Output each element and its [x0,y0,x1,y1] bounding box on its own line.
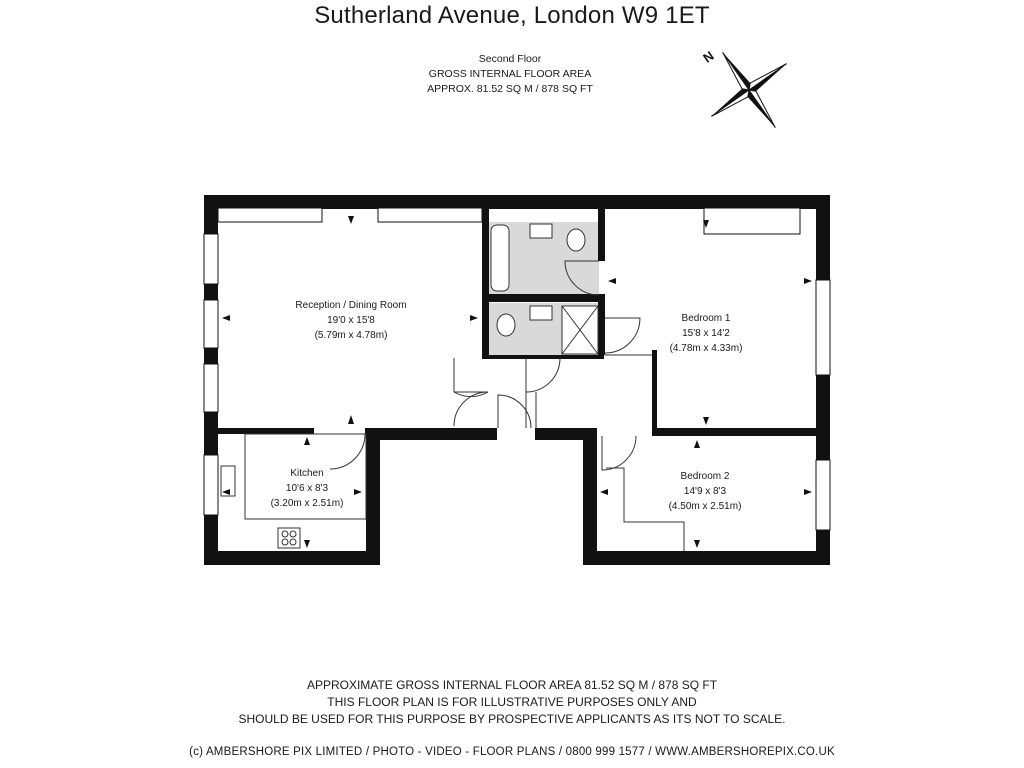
floor-name: Second Floor [478,53,542,65]
room-bedroom1-imperial: 15'8 x 14'2 [682,328,730,339]
room-kitchen-metric: (3.20m x 2.51m) [270,498,344,509]
compass-north-letter: N [700,47,717,66]
copyright-text: (c) AMBERSHORE PIX LIMITED / PHOTO - VIDEO - FLOOR PLANS / 0800 999 1577 / WWW.AMBERSHOREPIX.CO.UK [189,746,835,758]
area-value: APPROX. 81.52 SQ M / 878 SQ FT [427,83,593,95]
room-bedroom2 [669,471,742,512]
area-label: GROSS INTERNAL FLOOR AREA [428,68,592,80]
room-bedroom1 [670,313,743,354]
room-kitchen-name: Kitchen [290,468,324,479]
room-kitchen [271,468,344,509]
room-reception-name: Reception / Dining Room [295,300,407,311]
room-bedroom2-imperial: 14'9 x 8'3 [683,486,727,497]
room-reception-imperial: 19'0 x 15'8 [327,315,375,326]
room-bedroom2-name: Bedroom 2 [680,471,730,482]
disclaimer [0,677,1024,728]
room-bedroom1-name: Bedroom 1 [681,313,731,324]
interior-lines [245,355,684,551]
room-reception-metric: (5.79m x 4.78m) [314,330,388,341]
room-reception [295,300,406,341]
plan-title: Sutherland Avenue, London W9 1ET [314,2,710,29]
disclaimer-line-3: SHOULD BE USED FOR THIS PURPOSE BY PROSPECTIVE APPLICANTS AS ITS NOT TO SCALE. [238,712,786,726]
disclaimer-line-2: THIS FLOOR PLAN IS FOR ILLUSTRATIVE PURPOSES ONLY AND [327,695,697,709]
room-bedroom1-metric: (4.78m x 4.33m) [669,343,743,354]
disclaimer-line-1: APPROXIMATE GROSS INTERNAL FLOOR AREA 81.52 SQ M / 878 SQ FT [306,678,718,692]
room-bedroom2-metric: (4.50m x 2.51m) [668,501,742,512]
room-kitchen-imperial: 10'6 x 8'3 [285,483,329,494]
